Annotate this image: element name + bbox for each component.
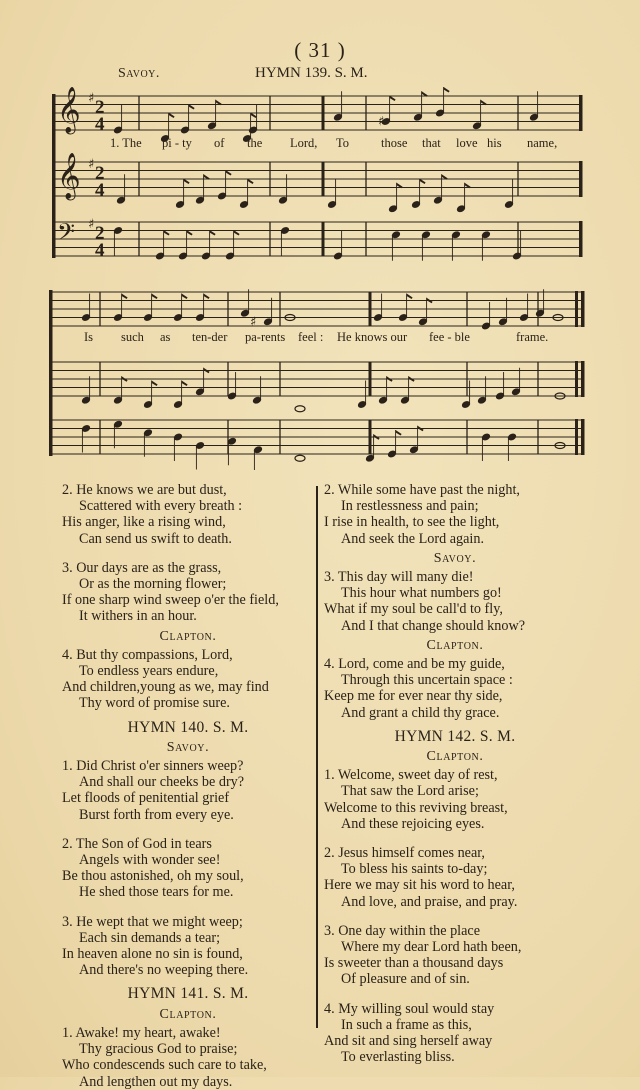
verse-line: And shall our cheeks be dry? bbox=[79, 774, 245, 791]
stanza bbox=[324, 482, 586, 547]
svg-text:𝄞: 𝄞 bbox=[57, 87, 81, 133]
lyric-syllable: He knows our bbox=[337, 330, 408, 344]
svg-text:2: 2 bbox=[95, 97, 105, 118]
verse-line: I rise in health, to see the light, bbox=[324, 514, 500, 531]
verse-line: Angels with wonder see! bbox=[79, 852, 221, 869]
lyric-syllable: frame. bbox=[516, 330, 549, 344]
verse-line: If one sharp wind sweep o'er the field, bbox=[62, 592, 279, 609]
lyric-syllable: love bbox=[456, 136, 478, 150]
lyric-syllable: pi - ty bbox=[162, 136, 192, 150]
svg-text:♯: ♯ bbox=[88, 91, 95, 106]
lyric-syllable: his bbox=[487, 136, 502, 150]
lyric-syllable: fee - ble bbox=[429, 330, 470, 344]
column-divider bbox=[316, 486, 318, 1028]
verse-line: 1. Awake! my heart, awake! bbox=[62, 1024, 221, 1041]
verse-line: 2. He knows we are but dust, bbox=[62, 482, 227, 498]
verse-line: This hour what numbers go! bbox=[341, 585, 502, 602]
verse-line: And children,young as we, may find bbox=[62, 679, 269, 696]
lyric-syllable: such bbox=[121, 330, 144, 344]
tune-name: Savoy. bbox=[166, 739, 210, 755]
verse-line: It withers in an hour. bbox=[79, 608, 197, 625]
verse-line: 3. This day will many die! bbox=[324, 569, 474, 586]
verse-line: That saw the Lord arise; bbox=[341, 783, 479, 800]
left-column bbox=[62, 482, 314, 1090]
verse-line: 4. But thy compassions, Lord, bbox=[62, 646, 233, 663]
stanza bbox=[62, 482, 314, 547]
verse-line: And lengthen out my days. bbox=[79, 1073, 233, 1090]
verse-line: 3. One day within the place bbox=[324, 922, 481, 939]
stanza bbox=[62, 560, 314, 625]
verse-line: Keep me for ever near thy side, bbox=[324, 688, 503, 705]
verse-line: In such a frame as this, bbox=[341, 1016, 472, 1033]
svg-text:♯: ♯ bbox=[88, 157, 95, 172]
verse-line: 4. My willing soul would stay bbox=[324, 1000, 495, 1017]
verse-line: Welcome to this reviving breast, bbox=[324, 799, 508, 816]
tune-name: Clapton. bbox=[426, 637, 484, 653]
verse-line: 1. Did Christ o'er sinners weep? bbox=[62, 758, 244, 775]
page-number: ( 31 ) bbox=[294, 38, 346, 62]
verse-line: Can send us swift to death. bbox=[79, 530, 232, 547]
verse-line: And there's no weeping there. bbox=[79, 962, 249, 979]
stanza bbox=[324, 569, 586, 634]
verse-line: Where my dear Lord hath been, bbox=[341, 939, 522, 956]
lyric-syllable: of bbox=[214, 136, 225, 150]
verse-line: 2. The Son of God in tears bbox=[62, 835, 212, 852]
verse-line: Each sin demands a tear; bbox=[79, 929, 221, 946]
stanza bbox=[62, 647, 314, 712]
tune-name: Clapton. bbox=[426, 749, 484, 765]
verse-line: Through this uncertain space : bbox=[341, 672, 513, 689]
hymn-139-heading: HYMN 139. S. M. bbox=[255, 65, 368, 81]
verse-line: And sit and sing herself away bbox=[324, 1033, 493, 1050]
tune-name-savoy: Savoy. bbox=[118, 66, 160, 81]
hymn-heading: HYMN 142. S. M. bbox=[394, 727, 516, 745]
lyric-syllable: Lord, bbox=[290, 136, 318, 150]
verse-line: In heaven alone no sin is found, bbox=[62, 946, 243, 963]
verse-line: Of pleasure and of sin. bbox=[341, 971, 470, 988]
lyric-syllable: name, bbox=[527, 136, 558, 150]
stanza bbox=[62, 758, 314, 823]
verse-line: Here we may sit his word to hear, bbox=[324, 877, 515, 894]
right-column bbox=[324, 482, 586, 1066]
system2-lyrics bbox=[0, 330, 640, 346]
lyric-syllable: Is bbox=[84, 330, 94, 344]
verse-line: And these rejoicing eyes. bbox=[341, 815, 485, 832]
verse-line: He shed those tears for me. bbox=[79, 884, 234, 901]
verse-line: And grant a child thy grace. bbox=[341, 704, 500, 721]
svg-text:♯: ♯ bbox=[250, 315, 257, 330]
verse-line: 2. While some have past the night, bbox=[324, 482, 520, 498]
stanza bbox=[62, 1025, 314, 1090]
lyric-syllable: feel : bbox=[298, 330, 324, 344]
verse-line: 4. Lord, come and be my guide, bbox=[324, 656, 505, 673]
lyric-syllable: that bbox=[422, 136, 441, 150]
hymn-heading: HYMN 140. S. M. bbox=[127, 718, 249, 736]
stanza bbox=[324, 923, 586, 988]
verse-line: And I that change should know? bbox=[341, 617, 526, 634]
lyric-syllable: the bbox=[247, 136, 263, 150]
stanza bbox=[62, 836, 314, 901]
verse-line: 3. Our days are as the grass, bbox=[62, 559, 222, 576]
verse-line: 1. Welcome, sweet day of rest, bbox=[324, 767, 498, 784]
system1-lyrics bbox=[0, 136, 640, 152]
lyric-syllable: those bbox=[381, 136, 408, 150]
music-score bbox=[0, 0, 640, 470]
verse-line: And seek the Lord again. bbox=[341, 530, 485, 547]
verse-line: What if my soul be call'd to fly, bbox=[324, 601, 503, 618]
hymn-heading: HYMN 141. S. M. bbox=[127, 985, 249, 1003]
lyric-syllable: To bbox=[336, 136, 350, 150]
verse-line: To everlasting bliss. bbox=[341, 1049, 455, 1066]
svg-text:♯: ♯ bbox=[378, 114, 385, 130]
verse-line: Is sweeter than a thousand days bbox=[324, 955, 504, 972]
lyric-syllable: pa-rents bbox=[245, 330, 286, 344]
tune-name: Savoy. bbox=[433, 550, 477, 566]
svg-text:2: 2 bbox=[95, 223, 105, 244]
verse-line: Let floods of penitential grief bbox=[62, 790, 230, 807]
verse-line: In restlessness and pain; bbox=[341, 498, 479, 515]
svg-text:2: 2 bbox=[95, 163, 105, 184]
svg-text:♯: ♯ bbox=[88, 217, 95, 232]
verse-line: Scattered with every breath : bbox=[79, 498, 243, 515]
tune-name: Clapton. bbox=[159, 628, 217, 644]
stanza bbox=[62, 914, 314, 979]
verse-line: Thy word of promise sure. bbox=[79, 695, 230, 712]
verse-line: Or as the morning flower; bbox=[79, 576, 227, 593]
verse-line: To endless years endure, bbox=[79, 663, 219, 680]
verse-line: And love, and praise, and pray. bbox=[341, 893, 518, 910]
verse-line: Thy gracious God to praise; bbox=[79, 1041, 238, 1058]
lyric-syllable: 1. The bbox=[110, 136, 142, 150]
svg-text:𝄞: 𝄞 bbox=[57, 153, 81, 199]
verse-line: 2. Jesus himself comes near, bbox=[324, 845, 485, 862]
stanza bbox=[324, 1001, 586, 1066]
verse-line: His anger, like a rising wind, bbox=[62, 514, 226, 531]
verse-line: Be thou astonished, oh my soul, bbox=[62, 868, 244, 885]
svg-text:𝄢: 𝄢 bbox=[57, 218, 76, 251]
lyric-syllable: ten-der bbox=[192, 330, 228, 344]
svg-text:4: 4 bbox=[95, 240, 105, 261]
verse-line: Burst forth from every eye. bbox=[79, 806, 234, 823]
verse-line: 3. He wept that we might weep; bbox=[62, 913, 243, 930]
svg-text:4: 4 bbox=[95, 180, 105, 201]
lyric-syllable: as bbox=[160, 330, 171, 344]
verse-line: Who condescends such care to take, bbox=[62, 1057, 267, 1074]
stanza bbox=[324, 656, 586, 721]
stanza bbox=[324, 767, 586, 832]
svg-text:4: 4 bbox=[95, 114, 105, 135]
tune-name: Clapton. bbox=[159, 1006, 217, 1022]
stanza bbox=[324, 845, 586, 910]
verse-line: To bless his saints to-day; bbox=[341, 861, 488, 878]
